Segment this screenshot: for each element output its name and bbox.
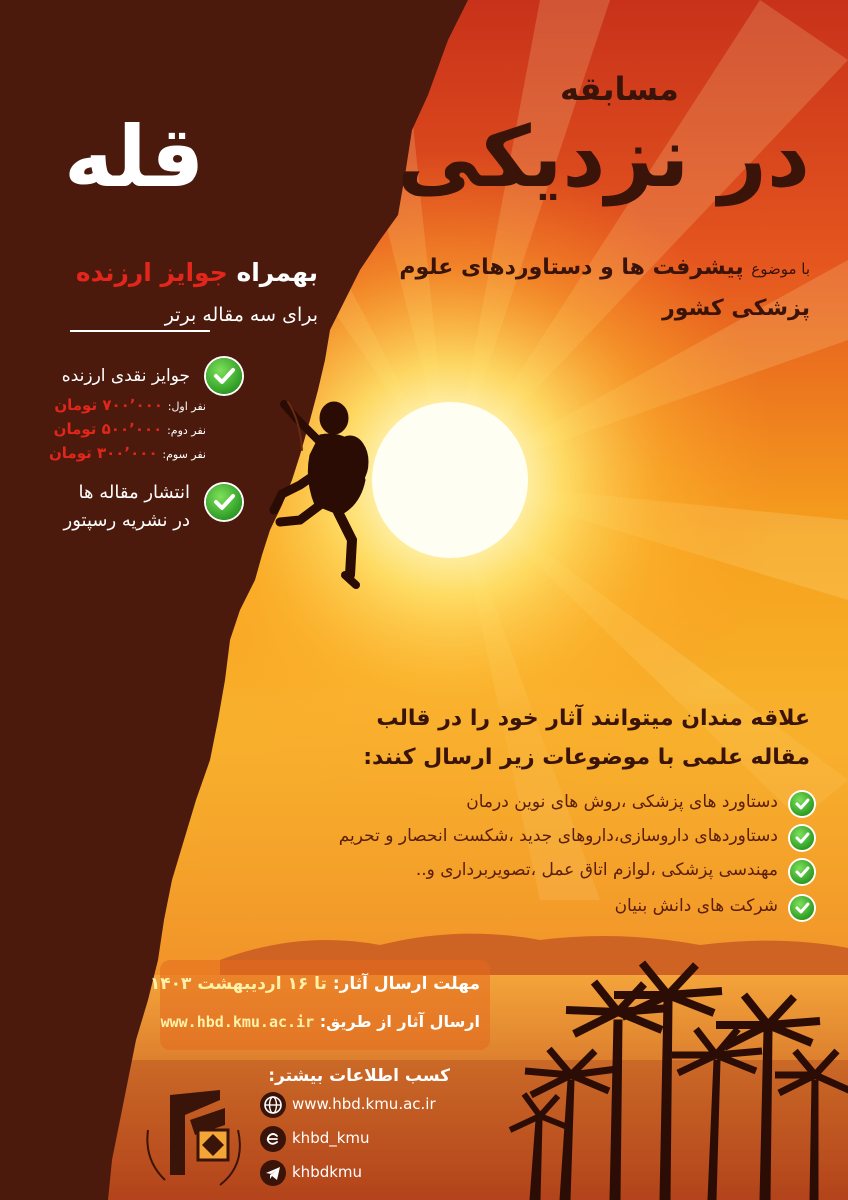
title-part2: قله xyxy=(64,108,205,206)
deadline-label: مهلت ارسال آثار: xyxy=(332,974,480,994)
topic-prefix: با موضوع xyxy=(751,260,810,278)
second-prize-value: ۵۰۰٬۰۰۰ تومان xyxy=(53,420,163,438)
kicker: مسابقه xyxy=(560,70,679,108)
call-line2: مقاله علمی با موضوعات زیر ارسال کنند: xyxy=(363,745,810,770)
organization-logo xyxy=(140,1080,250,1190)
contact-telegram[interactable]: khbdkmu xyxy=(292,1163,363,1181)
third-prize-value: ۳۰۰٬۰۰۰ تومان xyxy=(48,444,158,462)
topic-text1: پیشرفت ها و دستاوردهای علوم xyxy=(399,255,744,280)
prizes-intro-line2: برای سه مقاله برتر xyxy=(164,304,318,326)
third-prize-label: نفر سوم: xyxy=(162,448,206,461)
topic-check-icon xyxy=(790,792,814,816)
topic-item: دستاورد های پزشکی ،روش های نوین درمان xyxy=(466,792,778,812)
eitaa-icon xyxy=(260,1126,286,1152)
topic-check-icon xyxy=(790,860,814,884)
topic-item: شرکت های دانش بنیان xyxy=(614,896,778,916)
third-prize xyxy=(49,444,206,462)
prizes-intro xyxy=(76,258,318,287)
globe-icon xyxy=(260,1092,286,1118)
publish-check-icon xyxy=(206,484,242,520)
first-prize-value: ۷۰۰٬۰۰۰ تومان xyxy=(54,396,163,414)
submit-url[interactable]: www.hbd.kmu.ac.ir xyxy=(160,1013,315,1031)
topic-line2: پزشکی کشور xyxy=(662,296,810,321)
contact-website[interactable]: www.hbd.kmu.ac.ir xyxy=(292,1095,436,1113)
submit-via xyxy=(161,1012,480,1031)
topic-check-icon xyxy=(790,826,814,850)
contact-eitaa[interactable]: khbd_kmu xyxy=(292,1129,370,1147)
cash-prize-check-icon xyxy=(206,358,242,394)
publish-line2: در نشریه رسپتور xyxy=(63,510,190,531)
first-prize xyxy=(54,396,206,414)
call-line1: علاقه مندان میتوانند آثار خود را در قالب xyxy=(376,706,810,731)
title-part1: در نزدیکی xyxy=(397,108,810,206)
contact-title: کسب اطلاعات بیشتر: xyxy=(268,1066,450,1086)
topic-item: دستاوردهای داروسازی،داروهای جدید ،شکست انحصار و تحریم xyxy=(338,826,778,846)
telegram-icon xyxy=(260,1160,286,1186)
topic-item: مهندسی پزشکی ،لوازم اتاق عمل ،تصویربرداری و.. xyxy=(415,860,778,880)
prizes-intro-highlight: جوایز ارزنده xyxy=(75,258,228,287)
prizes-intro-prefix: بهمراه xyxy=(236,258,318,287)
second-prize xyxy=(54,420,206,438)
deadline-value: تا ۱۶ اردیبهشت ۱۴۰۳ xyxy=(149,974,327,994)
topic-line1 xyxy=(399,255,810,280)
cash-prize-title: جوایز نقدی ارزنده xyxy=(61,366,190,386)
deadline xyxy=(150,974,480,994)
topic-check-icon xyxy=(790,896,814,920)
first-prize-label: نفر اول: xyxy=(167,400,206,413)
second-prize-label: نفر دوم: xyxy=(167,424,206,437)
submit-label: ارسال آثار از طریق: xyxy=(319,1012,480,1031)
publish-line1: انتشار مقاله ها xyxy=(78,482,190,503)
prizes-underline xyxy=(70,330,210,332)
